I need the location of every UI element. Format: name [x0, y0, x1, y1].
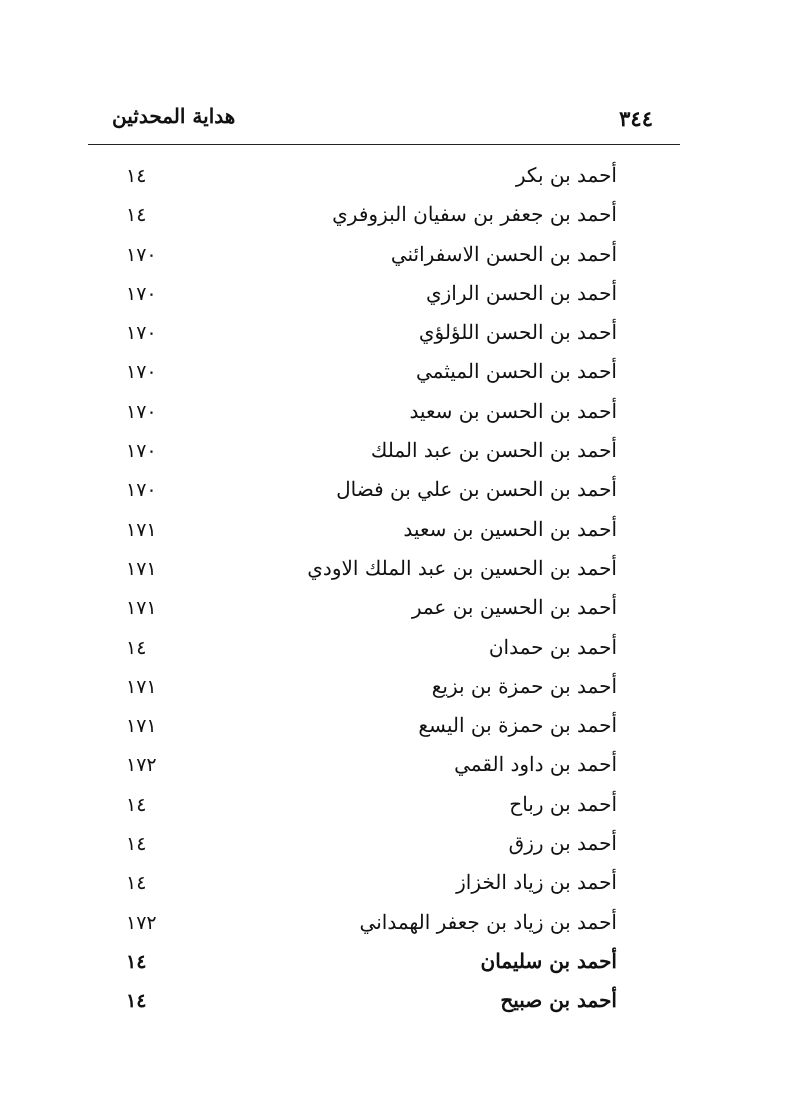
index-entry	[0, 752, 809, 791]
entry-page-ref: ١٤	[126, 165, 147, 187]
entry-name: أحمد بن بكر	[515, 163, 617, 187]
entry-name: أحمد بن الحسن الميثمي	[416, 359, 617, 384]
index-entry	[0, 713, 809, 752]
entry-page-ref: ١٧٠	[126, 400, 157, 423]
running-title: هداية المحدثين	[112, 104, 236, 128]
index-entry	[0, 242, 809, 281]
entry-page-ref: ١٧١	[126, 518, 157, 541]
entry-name: أحمد بن حمزة بن اليسع	[418, 713, 617, 738]
entry-name: أحمد بن الحسن الرازي	[425, 280, 617, 305]
index-entry	[0, 910, 809, 949]
entry-name: أحمد بن صبيح	[500, 988, 617, 1013]
entry-name: أحمد بن زياد الخزاز	[456, 870, 617, 895]
index-entry	[0, 988, 809, 1027]
entry-name: أحمد بن جعفر بن سفيان البزوفري	[332, 202, 617, 227]
entry-page-ref: ١٧٠	[126, 361, 157, 384]
entry-name: أحمد بن الحسن بن سعيد	[409, 398, 617, 423]
index-entry	[0, 281, 809, 320]
index-entry	[0, 595, 809, 634]
entry-page-ref: ١٤	[126, 833, 147, 856]
header-rule	[88, 144, 680, 145]
index-entry	[0, 202, 809, 241]
entry-name: أحمد بن رزق	[508, 831, 617, 856]
entry-name: أحمد بن حمدان	[488, 634, 617, 659]
entry-page-ref: ١٧٠	[126, 243, 157, 266]
index-entry	[0, 674, 809, 713]
index-entry	[0, 320, 809, 359]
entry-page-ref: ١٧٠	[126, 440, 157, 463]
entry-name: أحمد بن الحسين بن سعيد	[403, 516, 617, 541]
entry-name: أحمد بن الحسين بن عمر	[411, 595, 617, 620]
index-entry	[0, 359, 809, 398]
index-entry	[0, 635, 809, 674]
entry-page-ref: ١٧١	[126, 715, 157, 738]
entry-page-ref: ١٤	[126, 793, 147, 816]
entry-page-ref: ١٧٢	[126, 754, 157, 777]
entry-page-ref: ١٧١	[126, 557, 157, 580]
index-entry	[0, 949, 809, 988]
entry-name: أحمد بن داود القمي	[454, 752, 617, 777]
entry-page-ref: ١٧٠	[126, 479, 157, 502]
entry-name: أحمد بن الحسن بن عبد الملك	[370, 438, 617, 463]
entry-name: أحمد بن سليمان	[480, 948, 617, 973]
entry-page-ref: ١٤	[126, 990, 147, 1013]
entry-name: أحمد بن الحسين بن عبد الملك الاودي	[307, 555, 617, 580]
entry-name: أحمد بن الحسن بن علي بن فضال	[336, 477, 617, 502]
index-list	[0, 163, 809, 1028]
entry-name: أحمد بن الحسن اللؤلؤي	[418, 320, 617, 345]
index-entry	[0, 163, 809, 202]
entry-page-ref: ١٤	[126, 950, 147, 973]
index-entry	[0, 870, 809, 909]
index-entry	[0, 438, 809, 477]
index-entry	[0, 399, 809, 438]
index-entry	[0, 517, 809, 556]
index-entry	[0, 477, 809, 516]
entry-name: أحمد بن زياد بن جعفر الهمداني	[359, 909, 617, 934]
entry-page-ref: ١٤	[126, 872, 147, 895]
entry-page-ref: ١٧١	[126, 675, 157, 698]
entry-name: أحمد بن رباح	[509, 791, 617, 816]
index-entry	[0, 831, 809, 870]
entry-page-ref: ١٤	[126, 204, 147, 227]
entry-page-ref: ١٧٢	[126, 911, 157, 934]
entry-page-ref: ١٧٠	[126, 282, 157, 305]
index-entry	[0, 792, 809, 831]
page-number: ٣٤٤	[619, 106, 653, 131]
entry-page-ref: ١٧٠	[126, 322, 157, 345]
index-entry	[0, 556, 809, 595]
entry-name: أحمد بن حمزة بن بزيع	[431, 673, 617, 698]
entry-name: أحمد بن الحسن الاسفرائني	[390, 241, 617, 266]
entry-page-ref: ١٧١	[126, 597, 157, 620]
entry-page-ref: ١٤	[126, 636, 147, 659]
